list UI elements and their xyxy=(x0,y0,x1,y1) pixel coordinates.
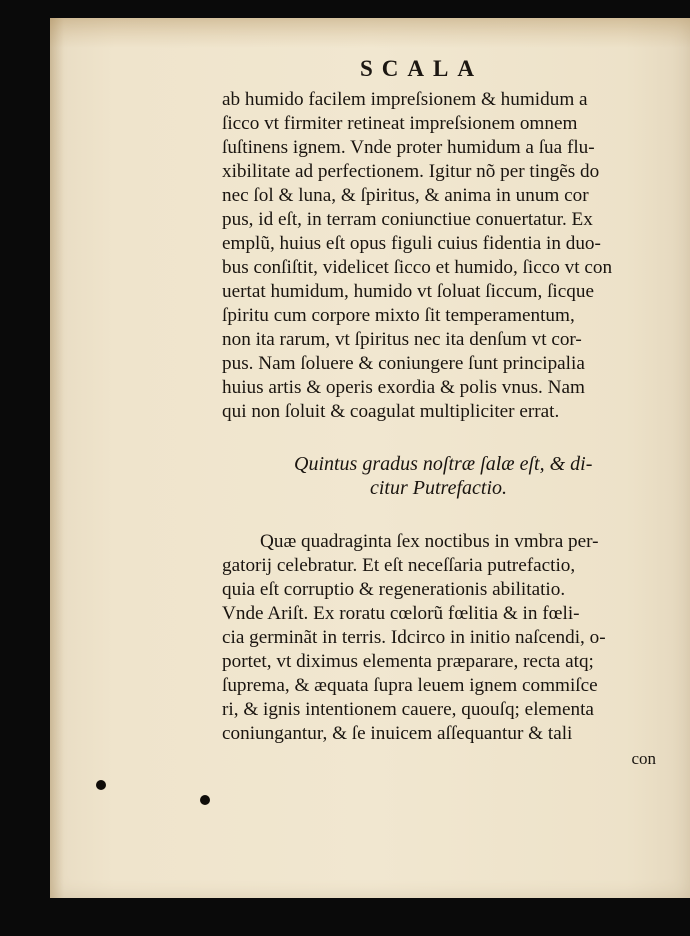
text-line: pus, id eſt, in terram coniunctiue conuertatur. Ex xyxy=(222,209,593,230)
text-line: emplũ, huius eſt opus figuli cuius fidentia in duo- xyxy=(222,233,601,254)
section-heading-line: Quintus gradus noſtræ ſalæ eſt, & di- xyxy=(294,453,593,475)
paragraph-1 xyxy=(222,88,662,424)
text-line: coniungantur, & ſe inuicem aſſequantur & tali xyxy=(222,723,573,744)
text-line: gatorij celebratur. Et eſt neceſſaria putrefactio, xyxy=(222,555,576,576)
text-line: quia eſt corruptio & regenerationis abilitatio. xyxy=(222,579,566,600)
binding-hole xyxy=(96,780,106,790)
text-line: ſicco vt firmiter retineat impreſsionem omnem xyxy=(222,113,578,134)
text-line: portet, vt diximus elementa præparare, recta atq; xyxy=(222,651,594,672)
text-line: ſpiritu cum corpore mixto ſit temperamentum, xyxy=(222,305,575,326)
text-line: ab humido facilem impreſsionem & humidum a xyxy=(222,89,588,110)
page-stain-left xyxy=(50,18,64,898)
text-line: uertat humidum, humido vt ſoluat ſiccum, ſicque xyxy=(222,281,594,302)
text-line: non ita rarum, vt ſpiritus nec ita denſum vt cor- xyxy=(222,329,582,350)
text-line: ſuprema, & æquata ſupra leuem ignem commiſce xyxy=(222,675,598,696)
text-block xyxy=(222,88,662,770)
text-line: qui non ſoluit & coagulat multipliciter errat. xyxy=(222,401,560,422)
text-line: ri, & ignis intentionem cauere, quouſq; elementa xyxy=(222,699,594,720)
catchword: con xyxy=(631,749,656,768)
text-line: cia germinãt in terris. Idcirco in initio naſcendi, o- xyxy=(222,627,606,648)
running-head: SCALA xyxy=(360,56,483,81)
binding-hole xyxy=(200,795,210,805)
text-line: bus conſiſtit, videlicet ſicco et humido, ſicco vt con xyxy=(222,257,613,278)
text-line: nec ſol & luna, & ſpiritus, & anima in unum cor xyxy=(222,185,589,206)
text-line: Quæ quadraginta ſex noctibus in vmbra per- xyxy=(260,531,599,552)
text-line: Vnde Ariſt. Ex roratu cœlorũ fœlitia & in fœli- xyxy=(222,603,580,624)
text-line: xibilitate ad perfectionem. Igitur nõ per tingẽs do xyxy=(222,161,600,182)
text-line: pus. Nam ſoluere & coniungere ſunt principalia xyxy=(222,353,585,374)
text-line: ſuſtinens ignem. Vnde proter humidum a ſua flu- xyxy=(222,137,595,158)
page-stain-top xyxy=(50,18,690,48)
text-line: huius artis & operis exordia & polis vnus. Nam xyxy=(222,377,585,398)
section-heading-line: citur Putrefactio. xyxy=(370,477,508,499)
paragraph-2 xyxy=(222,530,662,746)
section-heading xyxy=(222,452,662,500)
